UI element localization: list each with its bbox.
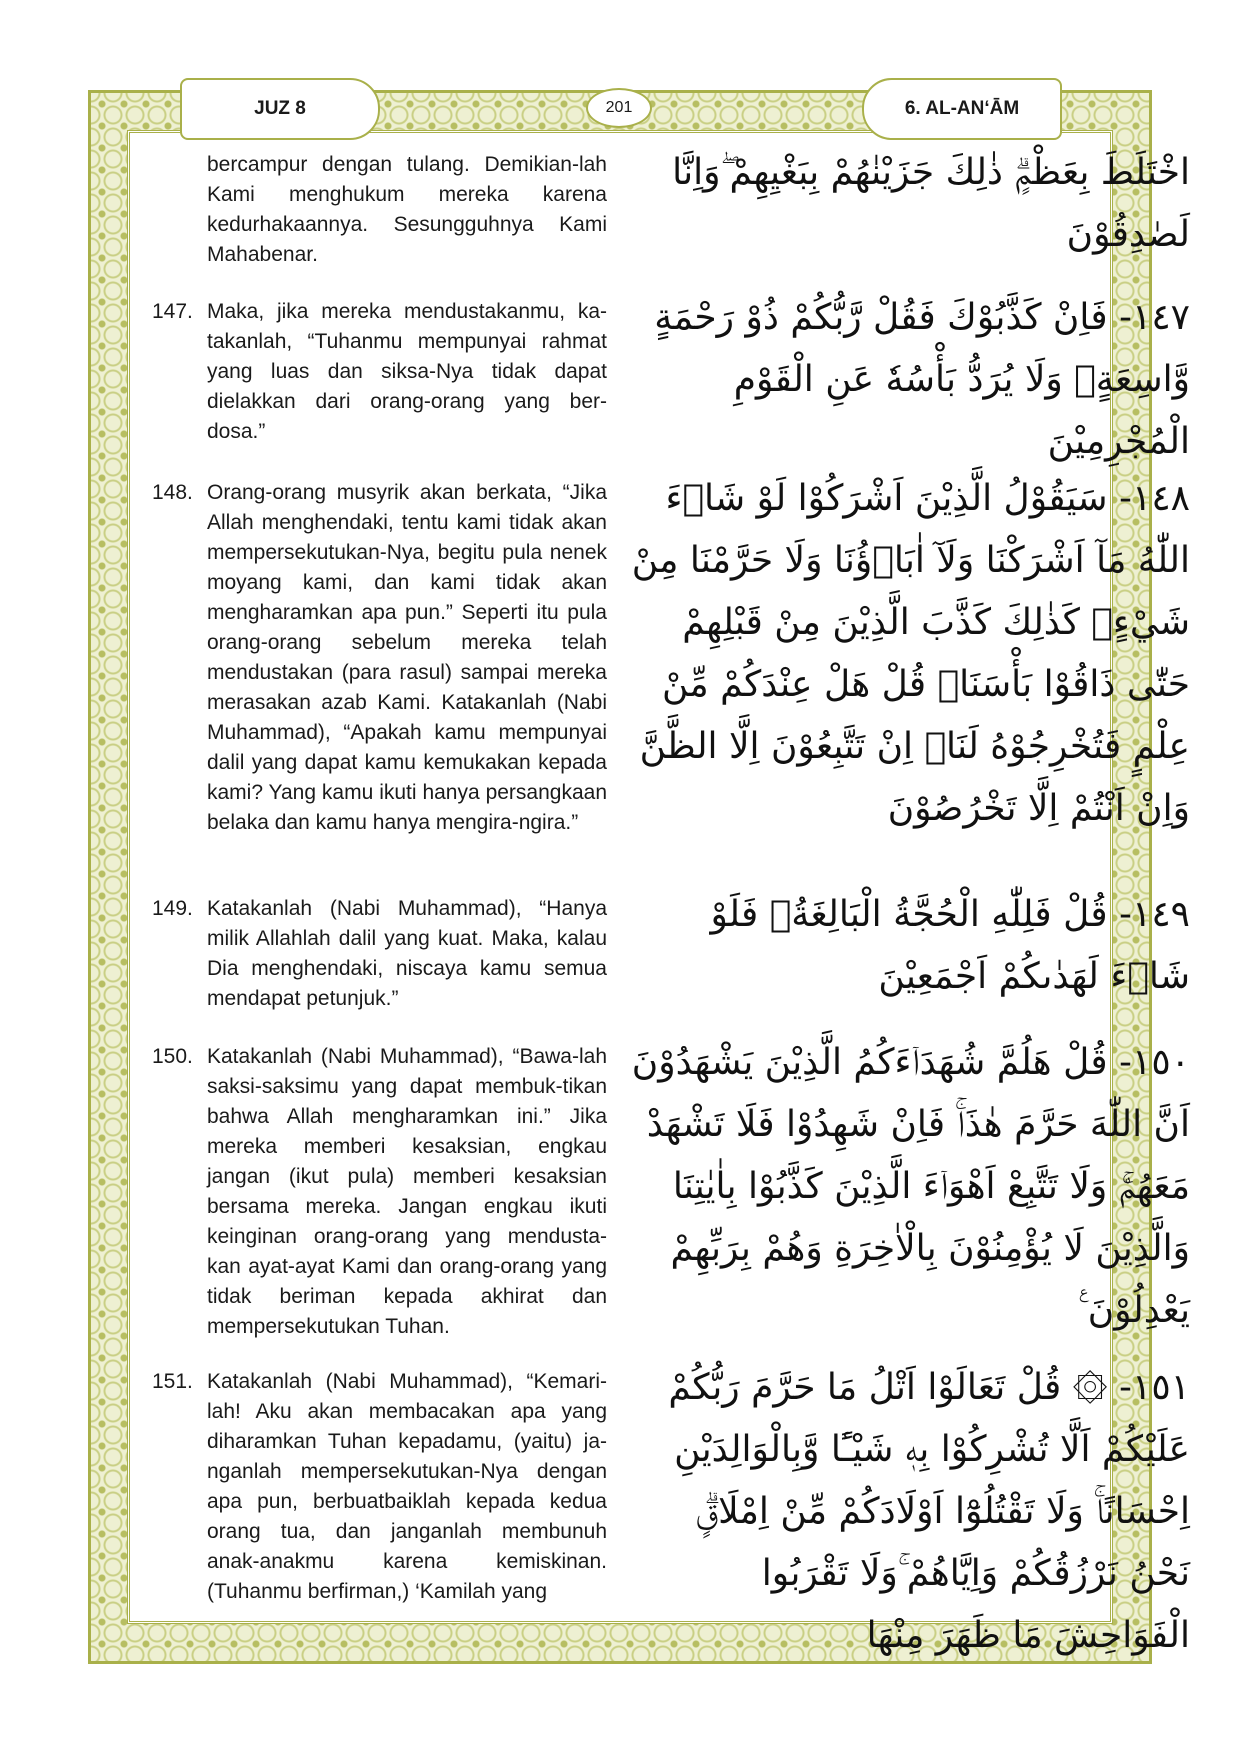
translation-text: Maka, jika mereka mendustakanmu, ka-takanlah, “Tuhanmu mempunyai rahmat yang luas dan siksa-Nya tidak dapat dielakkan dari orang-orang yang ber-dosa.” <box>207 300 607 443</box>
translation-text: Katakanlah (Nabi Muhammad), “Bawa-lah saksi-saksimu yang dapat membuk-tikan bahwa Allah mengharamkan ini.” Jika mereka memberi kesaksian, engkau jangan (ikut pula) memberi kesaksian bersama mereka. Jangan engkau ikuti keinginan orang-orang yang mendusta-kan ayat-ayat Kami dan orang-orang yang tidak beriman kepada akhirat dan mempersekutukan Tuhan. <box>207 1045 607 1338</box>
page-number-text: 201 <box>605 99 633 116</box>
page-number <box>586 88 652 128</box>
translation <box>152 150 607 270</box>
translation-text: Katakanlah (Nabi Muhammad), “Hanya milik Allahlah dalil yang kuat. Maka, kalau Dia menghendaki, niscaya kamu semua mendapat petunjuk.” <box>207 897 607 1010</box>
translation <box>152 894 607 1014</box>
verse-number: 148. <box>152 481 193 504</box>
arabic-text: ١٤٨- سَيَقُوْلُ الَّذِيْنَ اَشْرَكُوْا لَوْ شَاۤءَ اللّٰهُ مَآ اَشْرَكْنَا وَلَآ اٰبَاۤؤُنَا وَلَا حَرَّمْنَا مِنْ شَيْءٍۗ كَذٰلِكَ كَذَّبَ الَّذِيْنَ مِنْ قَبْلِهِمْ حَتّٰى ذَاقُوْا بَأْسَنَاۗ قُلْ هَلْ عِنْدَكُمْ مِّنْ عِلْمٍ فَتُخْرِجُوْهُ لَنَاۗ اِنْ تَتَّبِعُوْنَ اِلَّا الظَّنَّ وَاِنْ اَنْتُمْ اِلَّا تَخْرُصُوْنَ <box>631 478 1190 829</box>
translation <box>152 297 607 447</box>
arabic-text: ١٤٩- قُلْ فَلِلّٰهِ الْحُجَّةُ الْبَالِغَةُۚ فَلَوْ شَاۤءَ لَهَدٰىكُمْ اَجْمَعِيْنَ <box>710 894 1190 997</box>
translation-text: bercampur dengan tulang. Demikian-lah Kami menghukum mereka karena kedurhakaannya. Sesungguhnya Kami Mahabenar. <box>207 153 607 266</box>
arabic-text: اخْتَلَطَ بِعَظْمٍۗ ذٰلِكَ جَزَيْنٰهُمْ بِبَغْيِهِمْ ۖوَاِنَّا لَصٰدِقُوْنَ <box>672 152 1190 255</box>
surah-label <box>862 78 1062 140</box>
translation <box>152 1367 607 1607</box>
arabic-text: ١٤٧- فَاِنْ كَذَّبُوْكَ فَقُلْ رَّبُّكُمْ ذُوْ رَحْمَةٍ وَّاسِعَةٍۚ وَلَا يُرَدُّ بَأْسُهٗ عَنِ الْقَوْمِ الْمُجْرِمِيْنَ <box>654 297 1190 462</box>
verse-number: 151. <box>152 1370 193 1393</box>
arabic-text: ١٥١- ۞ قُلْ تَعَالَوْا اَتْلُ مَا حَرَّمَ رَبُّكُمْ عَلَيْكُمْ اَلَّا تُشْرِكُوْا بِهٖ شَيْـًٔا وَّبِالْوَالِدَيْنِ اِحْسَانًاۚ وَلَا تَقْتُلُوْٓا اَوْلَادَكُمْ مِّنْ اِمْلَاقٍۗ نَحْنُ نَرْزُقُكُمْ وَاِيَّاهُمْ ۚوَلَا تَقْرَبُوا الْفَوَاحِشَ مَا ظَهَرَ مِنْهَا <box>668 1367 1190 1656</box>
verse-number: 150. <box>152 1045 193 1068</box>
juz-text: JUZ 8 <box>254 98 306 119</box>
arabic-text: ١٥٠- قُلْ هَلُمَّ شُهَدَاۤءَكُمُ الَّذِيْنَ يَشْهَدُوْنَ اَنَّ اللّٰهَ حَرَّمَ هٰذَاۚ فَاِنْ شَهِدُوْا فَلَا تَشْهَدْ مَعَهُمْۚ وَلَا تَتَّبِعْ اَهْوَاۤءَ الَّذِيْنَ كَذَّبُوْا بِاٰيٰتِنَا وَالَّذِيْنَ لَا يُؤْمِنُوْنَ بِالْاٰخِرَةِ وَهُمْ بِرَبِّهِمْ يَعْدِلُوْنَ ࣖ <box>631 1042 1190 1331</box>
juz-label <box>180 78 380 140</box>
translation <box>152 478 607 838</box>
translation-text: Katakanlah (Nabi Muhammad), “Kemari-lah! Aku akan membacakan apa yang diharamkan Tuhan kepadamu, (yaitu) ja-nganlah mempersekutukan-Nya dengan apa pun, berbuatbaiklah kepada kedua orang tua, dan janganlah membunuh anak-anakmu karena kemiskinan. (Tuhanmu berfirman,) ‘Kamilah yang <box>207 1370 607 1603</box>
translation-text: Orang-orang musyrik akan berkata, “Jika Allah menghendaki, tentu kami tidak akan mempersekutukan-Nya, begitu pula nenek moyang kami, dan kami tidak akan mengharamkan apa pun.” Seperti itu pula orang-orang sebelum mereka telah mendustakan (para rasul) sampai mereka merasakan azab Kami. Katakanlah (Nabi Muhammad), “Apakah kamu mempunyai dalil yang dapat kamu kemukakan kepada kami? Yang kamu ikuti hanya persangkaan belaka dan kamu hanya mengira-ngira.” <box>207 481 607 834</box>
surah-text: 6. AL-AN‘ĀM <box>904 98 1020 119</box>
verse-number: 149. <box>152 897 193 920</box>
translation <box>152 1042 607 1342</box>
verse-number: 147. <box>152 300 193 323</box>
